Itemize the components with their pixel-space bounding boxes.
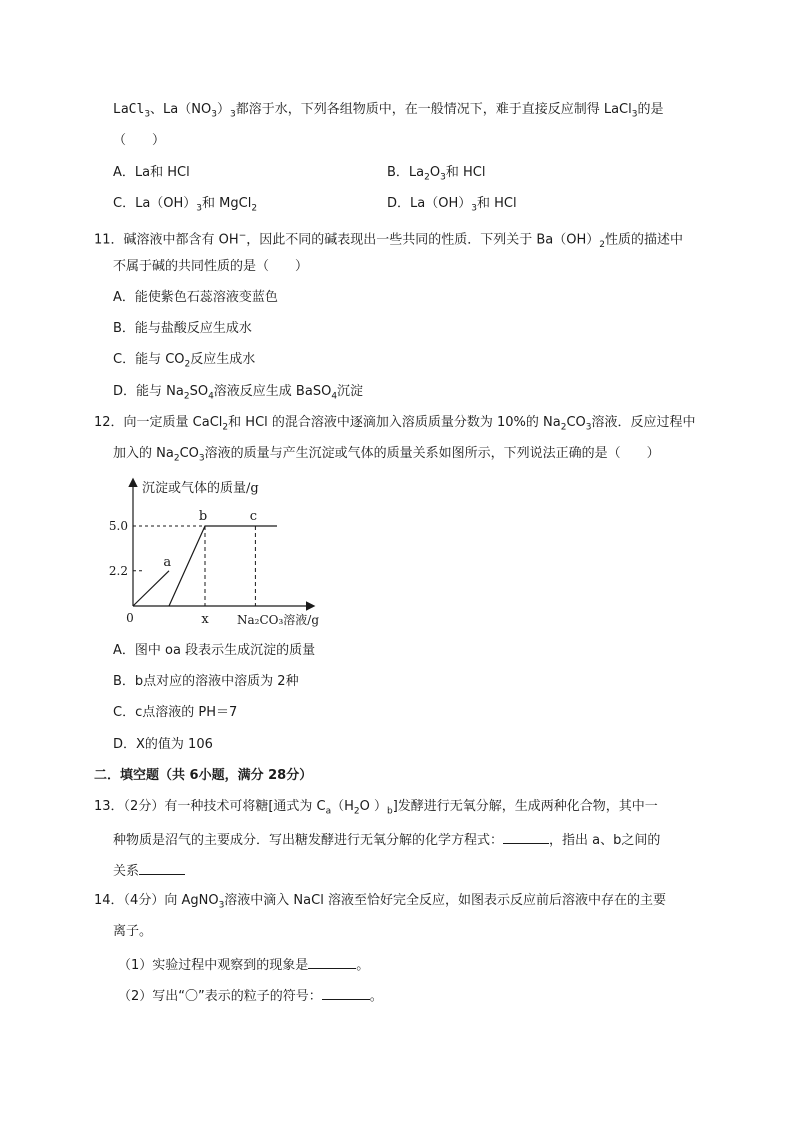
q11-option-c: C．能与 $CO_2$反应生成水 xyxy=(113,352,256,370)
y-tick-label: 5.0 xyxy=(108,519,128,533)
q11-option-a: A．能使紫色石蕊溶液变蓝色 xyxy=(113,290,278,305)
x-marker-label: x xyxy=(201,612,209,627)
q13-stem-line1: 13．（2分）有一种技术可将糖[通式为 $C_a(H_2O$ ）$_b$]发酵进行无氧分解，生成两种化合物，其中一 xyxy=(94,799,658,817)
y-tick-label: 2.2 xyxy=(108,563,128,578)
q10-option-a: A．La和 HCl xyxy=(113,165,190,180)
q12-option-c: C．c点溶液的 PH＝7 xyxy=(113,705,238,720)
precipitate-gas-chart xyxy=(108,474,338,634)
origin-label: 0 xyxy=(126,611,134,625)
section-heading: 二．填空题（共 6小题，满分 28分） xyxy=(94,768,313,783)
q14-phenomenon-blank[interactable] xyxy=(308,954,356,969)
q14-stem-line1: 14．（4分）向 AgNO$_3$溶液中滴入 NaCl 溶液至恰好完全反应，如图表示反应前后溶液中存在的主要 xyxy=(94,893,666,911)
q13-stem-line2: 种物质是沼气的主要成分．写出糖发酵进行无氧分解的化学方程式： ，指出 a、b之间的 xyxy=(113,829,660,851)
q11-option-b: B．能与盐酸反应生成水 xyxy=(113,321,252,336)
series-line-2 xyxy=(169,526,277,606)
q13-relation-blank[interactable] xyxy=(139,860,185,875)
q10-option-b: B．$La_2O_3$和 HCl xyxy=(387,165,486,183)
point-label-b: b xyxy=(198,509,208,524)
x-axis-label: Na₂CO₃溶液/g xyxy=(237,613,320,627)
q10-stem-line1: LaCl$_3$、$La(NO_3)_3$都溶于水，下列各组物质中，在一般情况下，难于直接反应制得 LaCl$_3$的是 xyxy=(113,102,664,120)
q10-answer-paren: （ ） xyxy=(113,133,166,148)
q12-stem-line2: 加入的 $Na_2CO_3$溶液的质量与产生沉淀或气体的质量关系如图所示，下列说法正确的是（ ） xyxy=(113,446,660,464)
q13-equation-blank[interactable] xyxy=(503,829,549,844)
q12-option-b: B．b点对应的溶液中溶质为 2种 xyxy=(113,674,299,689)
point-label-c: c xyxy=(249,509,258,524)
q14-stem-line2: 离子。 xyxy=(113,924,153,939)
q11-stem-line2: 不属于碱的共同性质的是（ ） xyxy=(113,259,309,274)
q14-sub2: （2）写出“〇”表示的粒子的符号： 。 xyxy=(118,985,383,1007)
q12-option-a: A．图中 oa 段表示生成沉淀的质量 xyxy=(113,643,316,658)
point-label-a: a xyxy=(163,554,172,570)
q10-option-d: D．$La(OH)_3$和 HCl xyxy=(387,196,517,214)
q10-option-c: C．$La(OH)_3$和 MgCl$_2$ xyxy=(113,196,258,214)
q11-stem-line1: 11．碱溶液中都含有 OH−，因此不同的碱表现出一些共同的性质．下列关于 $Ba(OH)_2$性质的描述中 xyxy=(94,231,684,250)
q13-stem-line3: 关系 xyxy=(113,860,185,882)
series-line-1 xyxy=(133,571,169,606)
y-axis-label: 沉淀或气体的质量/g xyxy=(142,481,259,496)
q11-option-d: D．能与 $Na_2SO_4$溶液反应生成 BaSO$_4$沉淀 xyxy=(113,384,364,402)
q12-stem-line1: 12．向一定质量 CaCl$_2$和 HCl 的混合溶液中逐滴加入溶质质量分数为 10%的 $Na_2CO_3$溶液．反应过程中 xyxy=(94,415,696,433)
q14-symbol-blank[interactable] xyxy=(322,985,370,1000)
q12-option-d: D．X的值为 106 xyxy=(113,737,213,752)
q14-sub1: （1）实验过程中观察到的现象是 。 xyxy=(118,954,369,976)
